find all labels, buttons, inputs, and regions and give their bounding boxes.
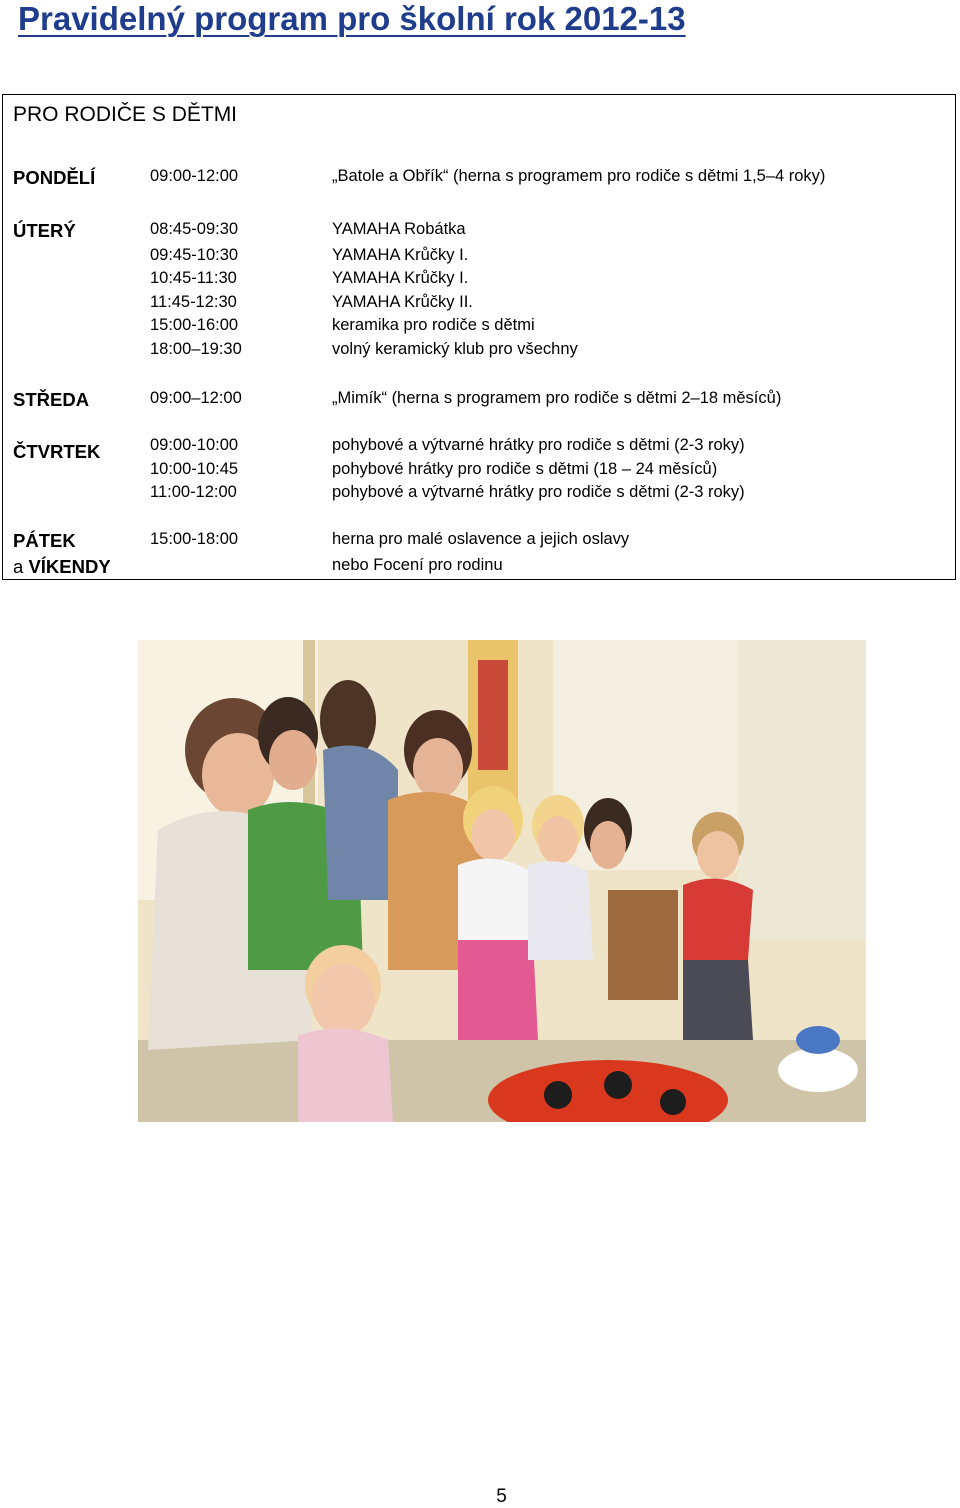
time-slot: 11:45-12:30 (150, 293, 237, 311)
page-number: 5 (496, 1486, 507, 1507)
activity: YAMAHA Robátka (332, 220, 466, 238)
time-slot: 15:00-18:00 (150, 530, 239, 548)
activity: keramika pro rodiče s dětmi (332, 316, 535, 334)
time-slot: 09:00–12:00 (150, 389, 242, 407)
activity: YAMAHA Krůčky I. (332, 246, 469, 264)
day-weekends (13, 554, 111, 580)
time-slot: 09:45-10:30 (150, 246, 239, 264)
day-tuesday: ÚTERÝ (13, 220, 76, 241)
day-thursday: ČTVRTEK (13, 441, 101, 462)
time-slot: 10:00-10:45 (150, 460, 239, 478)
playroom-photo (138, 640, 866, 1122)
weekend-label: VÍKENDY (28, 556, 111, 577)
activity: „Mimík“ (herna s programem pro rodiče s dětmi 2–18 měsíců) (332, 389, 782, 407)
activity: herna pro malé oslavence a jejich oslavy (332, 530, 630, 548)
activity: YAMAHA Krůčky II. (332, 293, 473, 311)
section-heading: PRO RODIČE S DĚTMI (13, 103, 238, 126)
weekend-prefix: a (13, 556, 29, 577)
activity: nebo Focení pro rodinu (332, 556, 503, 574)
time-slot: 11:00-12:00 (150, 483, 237, 501)
activity: pohybové a výtvarné hrátky pro rodiče s dětmi (2-3 roky) (332, 483, 745, 501)
time-slot: 15:00-16:00 (150, 316, 239, 334)
day-friday: PÁTEK (13, 530, 76, 551)
activity: „Batole a Obřík“ (herna s programem pro rodiče s dětmi 1,5–4 roky) (332, 167, 826, 185)
time-slot: 09:00-10:00 (150, 436, 239, 454)
activity: volný keramický klub pro všechny (332, 340, 578, 358)
time-slot: 18:00–19:30 (150, 340, 242, 358)
time-slot: 10:45-11:30 (150, 269, 237, 287)
time-slot: 09:00-12:00 (150, 167, 239, 185)
page-title: Pravidelný program pro školní rok 2012-13 (18, 0, 686, 37)
time-slot: 08:45-09:30 (150, 220, 239, 238)
activity: pohybové a výtvarné hrátky pro rodiče s dětmi (2-3 roky) (332, 436, 745, 454)
day-wednesday: STŘEDA (13, 389, 90, 410)
activity: pohybové hrátky pro rodiče s dětmi (18 – 24 měsíců) (332, 460, 718, 478)
day-monday: PONDĚLÍ (13, 167, 96, 188)
activity: YAMAHA Krůčky I. (332, 269, 469, 287)
